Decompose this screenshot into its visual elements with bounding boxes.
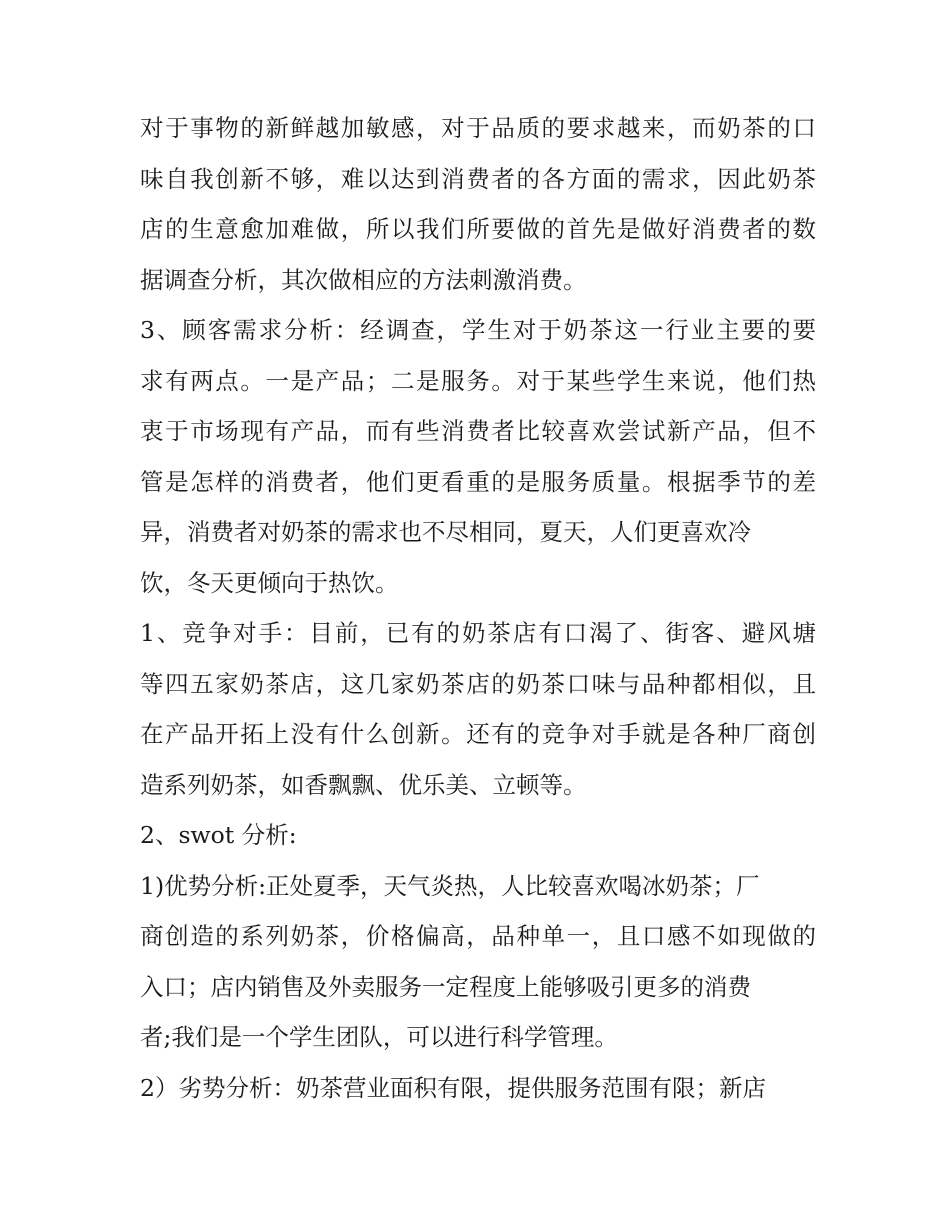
text-line: 味自我创新不够，难以达到消费者的各方面的需求，因此奶茶 (140, 164, 816, 193)
text-line: 造系列奶茶，如香飘飘、优乐美、立顿等。 (140, 770, 587, 799)
text-line: 求有两点。一是产品；二是服务。对于某些学生来说，他们热 (140, 366, 816, 395)
text-line: 衷于市场现有产品，而有些消费者比较喜欢尝试新产品，但不 (140, 417, 816, 445)
text-line: 店的生意愈加难做，所以我们所要做的首先是做好消费者的数 (140, 215, 816, 243)
text-line: 等四五家奶茶店，这几家奶茶店的奶茶口味与品种都相似，且 (140, 669, 816, 698)
text-line: 入口；店内销售及外卖服务一定程度上能够吸引更多的消费 (140, 972, 751, 1001)
text-line: 在产品开拓上没有什么创新。还有的竞争对手就是各种厂商创 (140, 720, 816, 748)
text-line: 者;我们是一个学生团队，可以进行科学管理。 (140, 1023, 618, 1051)
text-line: 对于事物的新鲜越加敏感，对于品质的要求越来，而奶茶的口 (140, 114, 816, 142)
text-line: 据调查分析，其次做相应的方法刺激消费。 (140, 265, 587, 294)
text-line: 1)优势分析:正处夏季，天气炎热，人比较喜欢喝冰奶茶；厂 (140, 871, 760, 900)
document-body (140, 103, 816, 1113)
text-line: 3、顾客需求分析：经调查，学生对于奶茶这一行业主要的要 (140, 316, 816, 344)
text-line: 1、竞争对手：目前，已有的奶茶店有口渴了、街客、避风塘 (140, 619, 816, 647)
text-line: 2）劣势分析：奶茶营业面积有限，提供服务范围有限；新店 (140, 1073, 766, 1102)
text-line: 2、swot 分析: (140, 821, 297, 849)
text-line: 商创造的系列奶茶，价格偏高，品种单一，且口感不如现做的 (140, 922, 816, 950)
text-line: 管是怎样的消费者，他们更看重的是服务质量。根据季节的差 (140, 467, 816, 496)
text-line: 饮，冬天更倾向于热饮。 (140, 568, 399, 597)
text-line: 异，消费者对奶茶的需求也不尽相同，夏天，人们更喜欢冷 (140, 518, 751, 546)
